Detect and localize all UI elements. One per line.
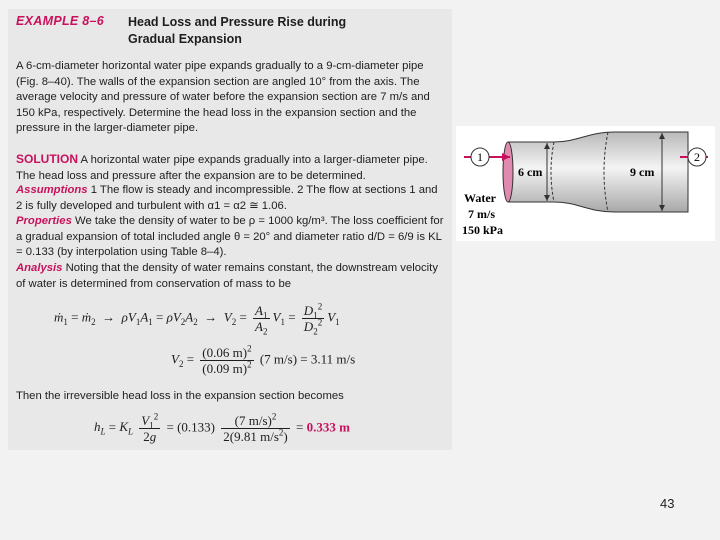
large-diameter-label: 9 cm [630, 165, 655, 179]
pressure-label: 150 kPa [462, 223, 504, 237]
velocity-label: 7 m/s [468, 207, 495, 221]
hl-denominator: 2(9.81 m/s [223, 429, 279, 444]
properties-text: We take the density of water to be ρ = 1000 kg/m³. The loss coefficient for a gradual expansion of total included angle θ = 20° and diameter ratio d/D = 6/9 is KL = 0.133 (by interpolation using Table 8–4). [16, 215, 444, 259]
v2-denominator: (0.09 m) [202, 361, 248, 376]
example-label: EXAMPLE 8–6 [16, 14, 105, 28]
solution-text: A horizontal water pipe expands gradually into a larger-diameter pipe. The head loss and pressure after the expansion are to be determined. [16, 154, 428, 182]
pipe-diagram [456, 126, 715, 241]
pipe-inlet-face [503, 142, 513, 202]
hl-coefficient: (0.133) [177, 419, 216, 435]
head-loss-equation: $h_L = K_L$ $\frac{V_1^2}{2g}$ = (0.133) $\frac{(7 m/s)^2}{2(9.81 m/s^2)}$ = 0.333 m [94, 411, 350, 444]
hl-result: 0.333 m [306, 419, 350, 435]
problem-statement: A 6-cm-diameter horizontal water pipe expands gradually to a 9-cm-diameter pipe (Fig. 8–40). The walls of the expansion section are angled 10° from the axis. The average velocity and pressure of water before the expansion section are 7 m/s and 150 kPa, respectively. Determine the head loss in the expansion section and the pressure in the larger-diameter pipe. [16, 60, 430, 135]
solution-label: SOLUTION [16, 152, 78, 166]
assumptions-label: Assumptions [16, 184, 88, 196]
solution-paragraph [16, 152, 446, 184]
small-diameter-label: 6 cm [518, 165, 543, 179]
head-loss-intro: Then the irreversible head loss in the expansion section becomes [16, 390, 344, 402]
assumptions-text: 1 The flow is steady and incompressible. 2 The flow at sections 1 and 2 is fully developed and turbulent with α1 = α2 ≅ 1.06. [16, 184, 438, 212]
fluid-label: Water [464, 191, 496, 205]
hl-numerator: (7 m/s) [234, 413, 272, 428]
page-number: 43 [660, 496, 675, 511]
analysis-paragraph [16, 261, 446, 292]
example-panel [8, 9, 452, 450]
pipe-figure [456, 126, 715, 241]
v2-numerator: (0.06 m) [202, 345, 248, 360]
assumptions-paragraph [16, 183, 446, 214]
station-2-label: 2 [694, 150, 700, 164]
properties-paragraph [16, 214, 446, 261]
station-1-label: 1 [477, 150, 483, 164]
example-title: Head Loss and Pressure Rise during Gradual Expansion [128, 15, 347, 46]
v2-equation: $V_2$ = $\frac{(0.06 m)^2}{(0.09 m)^2}$ (7 m/s) = 3.11 m/s [171, 343, 356, 376]
mass-conservation-equation: ṁ$_1$ = ṁ$_2$ → $\rho V_1A_1 = \rho V_2A_2 \to V_2$ = $\frac{A_1}{A_2}$ $V_1$ = $\frac{D_1^2}{D_2^2}$ $V_1$ [54, 301, 340, 337]
properties-label: Properties [16, 215, 72, 227]
v2-result: (7 m/s) = 3.11 m/s [259, 351, 356, 367]
analysis-text: Noting that the density of water remains constant, the downstream velocity of water is determined from conservation of mass to be [16, 262, 438, 290]
analysis-label: Analysis [16, 262, 63, 274]
